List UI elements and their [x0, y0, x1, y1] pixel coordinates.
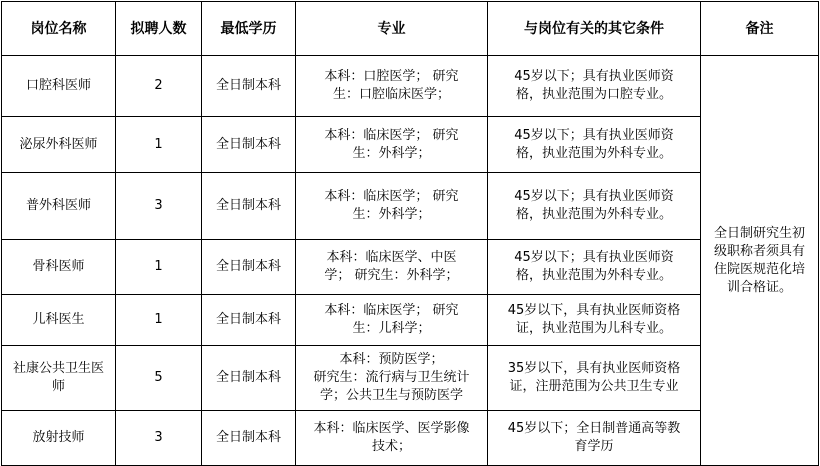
education-cell: 全日制本科 [202, 240, 296, 295]
table-row [2, 173, 819, 240]
header-education: 最低学历 [202, 2, 296, 56]
table-row [2, 295, 819, 346]
header-note: 备注 [701, 2, 819, 56]
header-major: 专业 [296, 2, 488, 56]
header-position: 岗位名称 [2, 2, 116, 56]
conditions-cell: 45岁以下；具有执业医师资 格，执业范围为外科专业。 [488, 173, 701, 240]
position-cell: 儿科医生 [2, 295, 116, 346]
major-cell: 本科：临床医学、医学影像 技术； [296, 411, 488, 466]
position-cell: 口腔科医师 [2, 56, 116, 117]
recruitment-table [1, 1, 819, 466]
conditions-cell: 45岁以下，具有执业医师资格 证，执业范围为儿科专业。 [488, 295, 701, 346]
position-cell: 放射技师 [2, 411, 116, 466]
major-cell: 本科：临床医学； 研究 生：外科学； [296, 117, 488, 173]
count-cell: 3 [116, 173, 202, 240]
major-cell: 本科：预防医学； 研究生：流行病与卫生统计 学；公共卫生与预防医学 [296, 346, 488, 411]
conditions-cell: 45岁以下；全日制普通高等教 育学历 [488, 411, 701, 466]
conditions-cell: 45岁以下；具有执业医师资 格，执业范围为外科专业。 [488, 117, 701, 173]
count-cell: 3 [116, 411, 202, 466]
count-cell: 1 [116, 295, 202, 346]
position-cell: 普外科医师 [2, 173, 116, 240]
conditions-cell: 45岁以下；具有执业医师资 格，执业范围为外科专业。 [488, 240, 701, 295]
education-cell: 全日制本科 [202, 295, 296, 346]
position-cell: 社康公共卫生医 师 [2, 346, 116, 411]
table-row [2, 346, 819, 411]
table-row [2, 240, 819, 295]
table-row [2, 56, 819, 117]
education-cell: 全日制本科 [202, 173, 296, 240]
header-row [2, 2, 819, 56]
count-cell: 5 [116, 346, 202, 411]
count-cell: 2 [116, 56, 202, 117]
note-cell: 全日制研究生初 级职称者须具有 住院医规范化培 训合格证。 [701, 56, 819, 466]
header-count: 拟聘人数 [116, 2, 202, 56]
table-row [2, 411, 819, 466]
major-cell: 本科：口腔医学； 研究 生：口腔临床医学； [296, 56, 488, 117]
conditions-cell: 45岁以下；具有执业医师资 格，执业范围为口腔专业。 [488, 56, 701, 117]
education-cell: 全日制本科 [202, 411, 296, 466]
position-cell: 骨科医师 [2, 240, 116, 295]
major-cell: 本科：临床医学； 研究 生：外科学； [296, 173, 488, 240]
education-cell: 全日制本科 [202, 117, 296, 173]
major-cell: 本科：临床医学； 研究 生：儿科学； [296, 295, 488, 346]
education-cell: 全日制本科 [202, 56, 296, 117]
count-cell: 1 [116, 117, 202, 173]
education-cell: 全日制本科 [202, 346, 296, 411]
table-row [2, 117, 819, 173]
count-cell: 1 [116, 240, 202, 295]
conditions-cell: 35岁以下，具有执业医师资格 证，注册范围为公共卫生专业 [488, 346, 701, 411]
major-cell: 本科：临床医学、中医 学； 研究生：外科学； [296, 240, 488, 295]
header-conditions: 与岗位有关的其它条件 [488, 2, 701, 56]
position-cell: 泌尿外科医师 [2, 117, 116, 173]
